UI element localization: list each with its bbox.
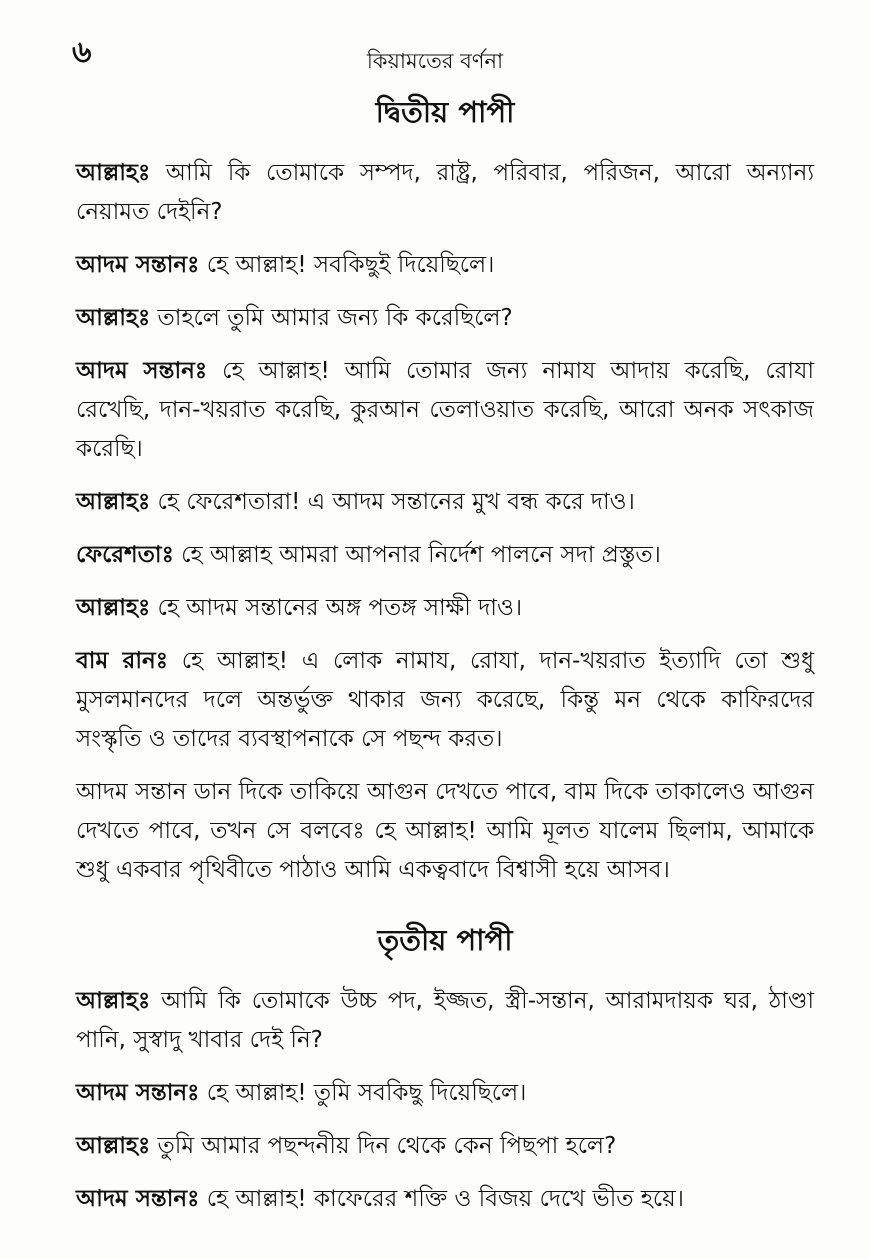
speaker-label: আদম সন্তানঃ [76,358,208,384]
dialogue-text: তাহলে তুমি আমার জন্য কি করেছিলে? [150,305,513,331]
dialogue-text: হে আল্লাহ! এ লোক নামায, রোযা, দান-খয়রাত ইত্যাদি তো শুধু মুসলমানদের দলে অন্তর্ভুক্ত থাকার জন্য করেছে, কিন্তু মন থেকে কাফিরদের সংস্কৃতি ও তাদের ব্যবস্থাপনাকে সে পছন্দ করত। [76,648,814,752]
dialogue-paragraph [76,1180,814,1219]
section-title-third-sinner: তৃতীয় পাপী [377,923,513,957]
running-header: কিয়ামতের বর্ণনা [366,49,504,73]
dialogue-paragraph [76,299,814,338]
dialogue-paragraph [76,246,814,285]
dialogue-text: হে ফেরেশতারা! এ আদম সন্তানের মুখ বন্ধ করে দাও। [150,489,635,515]
dialogue-paragraph [76,642,814,759]
narration-text: আদম সন্তান ডান দিকে তাকিয়ে আগুন দেখতে পাবে, বাম দিকে তাকালেও আগুন দেখতে পাবে, তখন সে বলবেঃ হে আল্লাহ! আমি মূলত যালেম ছিলাম, আমাকে শুধু একবার পৃথিবীতে পাঠাও আমি একত্ববাদে বিশ্বাসী হয়ে আসব। [76,779,814,883]
dialogue-paragraph [76,352,814,469]
speaker-label: আদম সন্তানঃ [76,1186,200,1212]
dialogue-text: আমি কি তোমাকে উচ্চ পদ, ইজ্জত, স্ত্রী-সন্তান, আরামদায়ক ঘর, ঠাণ্ডা পানি, সুস্বাদু খাবার দেই নি? [76,988,814,1053]
speaker-label: আল্লাহঃ [76,1133,151,1159]
section-title-second-sinner: দ্বিতীয় পাপী [375,95,515,129]
speaker-label: ফেরেশতাঃ [76,542,174,568]
page-body [76,92,814,1233]
dialogue-text: হে আল্লাহ আমরা আপনার নির্দেশ পালনে সদা প্রস্তুত। [173,542,661,568]
speaker-label: আল্লাহঃ [76,988,151,1014]
dialogue-paragraph [76,1074,814,1113]
dialogue-paragraph [76,1127,814,1166]
dialogue-paragraph [76,589,814,628]
dialogue-paragraph [76,982,814,1060]
speaker-label: বাম রানঃ [76,648,168,674]
dialogue-text: হে আল্লাহ! সবকিছুই দিয়েছিলে। [199,252,495,278]
speaker-label: আল্লাহঃ [76,305,151,331]
speaker-label: আল্লাহঃ [76,160,151,186]
dialogue-text: হে আল্লাহ! কাফেরের শক্তি ও বিজয় দেখে ভীত হয়ে। [199,1186,684,1212]
speaker-label: আল্লাহঃ [76,595,151,621]
dialogue-paragraph [76,154,814,232]
dialogue-text: হে আদম সন্তানের অঙ্গ পতঙ্গ সাক্ষী দাও। [150,595,523,621]
dialogue-text: হে আল্লাহ! তুমি সবকিছু দিয়েছিলে। [199,1080,527,1106]
page-number: ৬ [72,35,92,70]
speaker-label: আল্লাহঃ [76,489,151,515]
speaker-label: আদম সন্তানঃ [76,1080,200,1106]
narration-paragraph [76,773,814,890]
dialogue-text: আমি কি তোমাকে সম্পদ, রাষ্ট্র, পরিবার, পরিজন, আরো অন্যান্য নেয়ামত দেইনি? [76,160,814,225]
dialogue-paragraph [76,483,814,522]
dialogue-paragraph [76,536,814,575]
speaker-label: আদম সন্তানঃ [76,252,200,278]
dialogue-text: তুমি আমার পছন্দনীয় দিন থেকে কেন পিছপা হলে? [150,1133,617,1159]
dialogue-text: হে আল্লাহ! আমি তোমার জন্য নামায আদায় করেছি, রোযা রেখেছি, দান-খয়রাত করেছি, কুরআন তেলাওয়াত করেছি, আরো অনক সৎকাজ করেছি। [76,358,814,462]
